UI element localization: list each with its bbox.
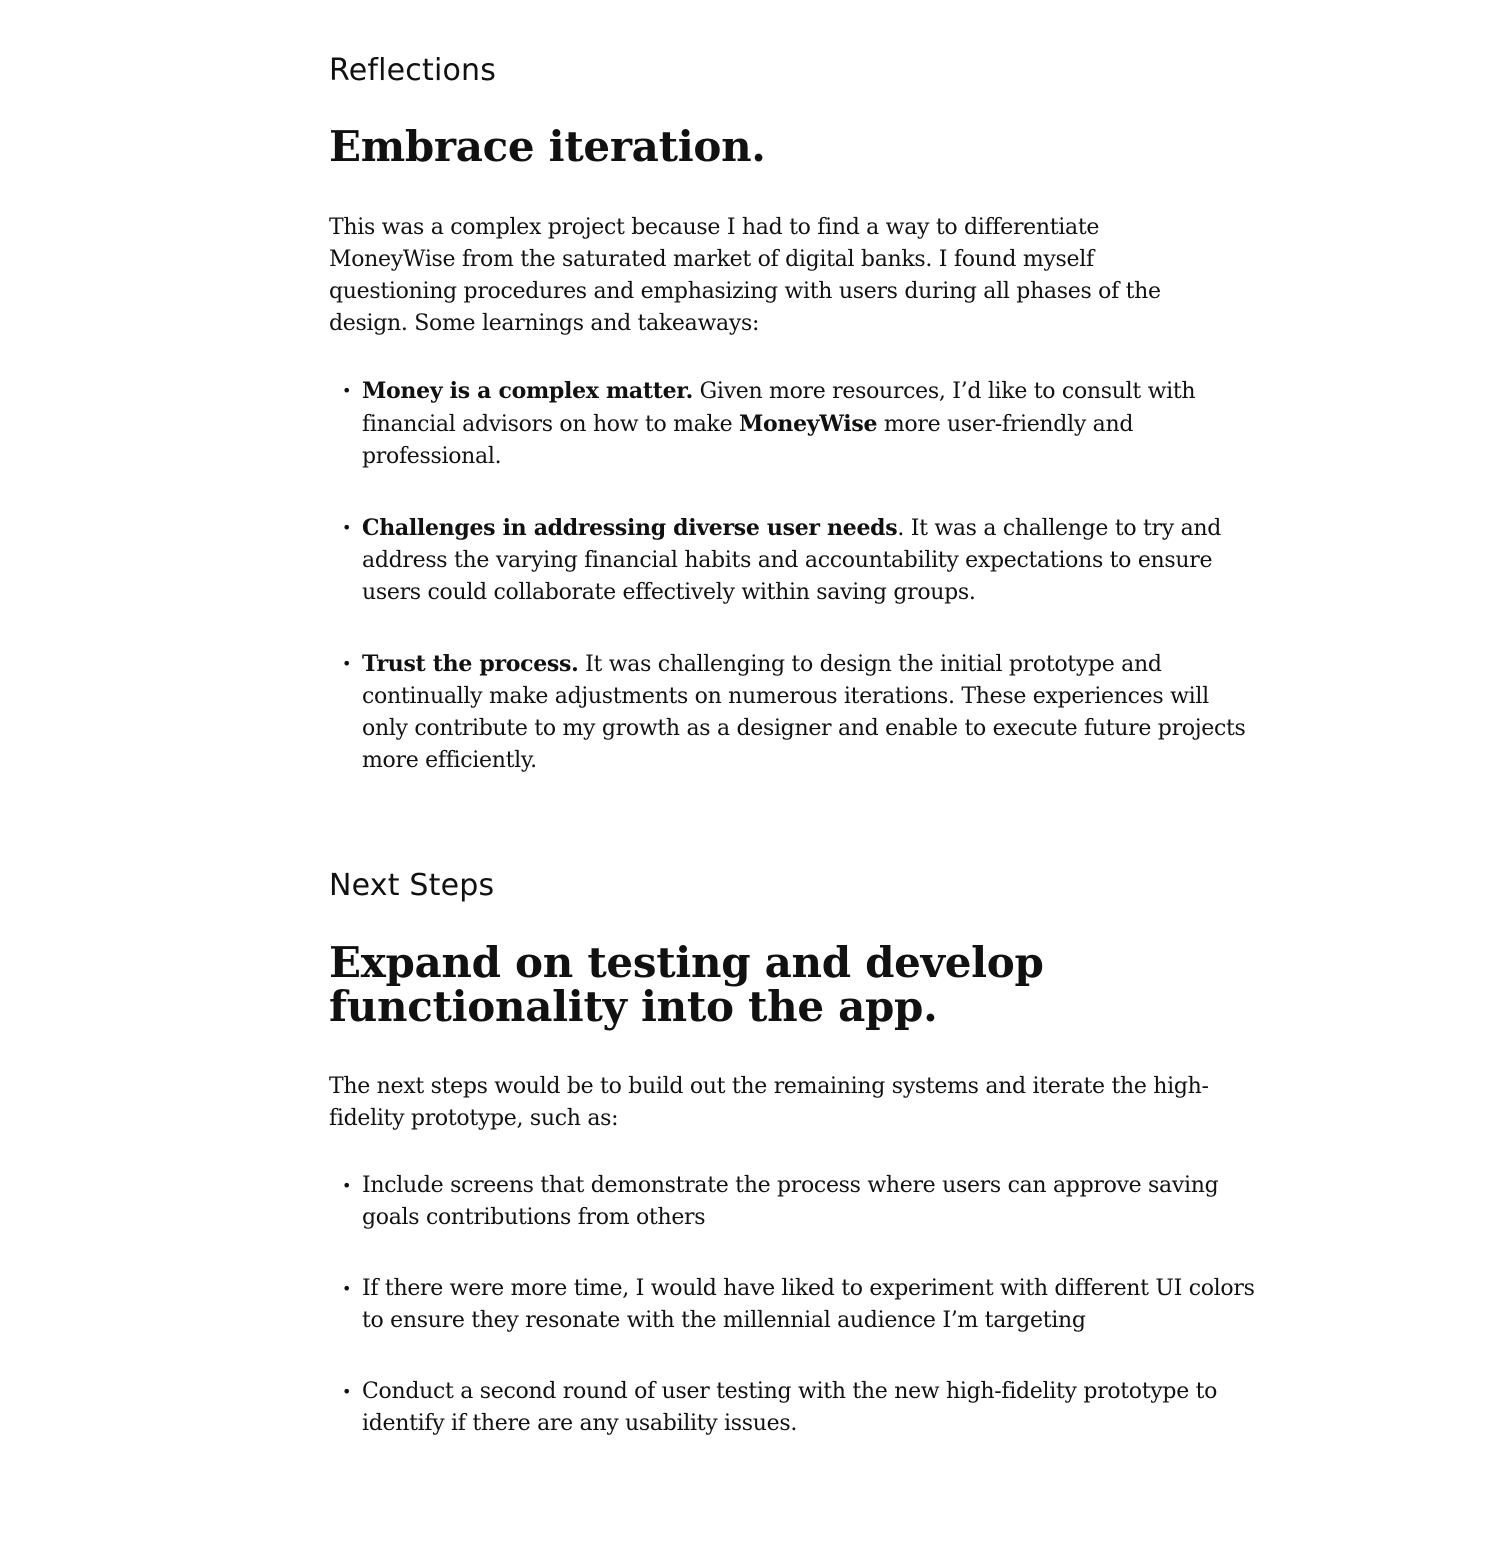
next-steps-intro-paragraph: The next steps would be to build out the remaining systems and iterate the high-fidelity prototype, such as: [329,1074,1209,1131]
next-steps-list [329,1170,1259,1479]
next-step-text: If there were more time, I would have liked to experiment with different UI colors to ensure they resonate with the millennial audience I’m targeting [362,1276,1255,1333]
list-item [329,512,1259,609]
takeaway-text: It was challenging to design the initial prototype and continually make adjustments on numerous iterations. These experiences will only contribute to my growth as a designer and enable to execute future projects more efficiently. [362,652,1246,773]
list-item [329,1170,1259,1234]
section-title-next-steps: Expand on testing and develop functionality into the app. [329,938,1044,1031]
bullet-icon: • [342,1382,352,1401]
section-title-reflections: Embrace iteration. [329,122,766,171]
takeaway-text: more user-friendly and professional. [362,412,1134,469]
list-item [329,375,1259,473]
takeaway-heading: Challenges in addressing diverse user needs [362,515,898,541]
list-item [329,648,1259,777]
bullet-icon: • [342,654,352,673]
reflections-takeaways-list [329,375,1259,816]
section-label-next-steps: Next Steps [329,868,495,903]
list-item [329,1273,1259,1337]
bullet-icon: • [342,518,352,537]
brand-name: MoneyWise [738,411,878,437]
bullet-icon: • [342,1279,352,1298]
next-step-text: Conduct a second round of user testing with the new high-fidelity prototype to identify if there are any usability issues. [362,1379,1218,1436]
bullet-icon: • [342,381,352,400]
takeaway-heading: Money is a complex matter. [362,378,693,404]
bullet-icon: • [342,1176,352,1195]
takeaway-text: . It was a challenge to try and address the varying financial habits and accountability expectations to ensure users could collaborate effectively within saving groups. [362,516,1222,605]
reflections-intro-paragraph: This was a complex project because I had to find a way to differentiate MoneyWise from the saturated market of digital banks. I found myself questioning procedures and emphasizing with users during all phases of the design. Some learnings and takeaways: [329,215,1161,336]
next-step-text: Include screens that demonstrate the process where users can approve saving goals contributions from others [362,1173,1219,1230]
list-item [329,1376,1259,1440]
takeaway-text: Given more resources, I’d like to consult with financial advisors on how to make [362,379,1196,437]
section-label-reflections: Reflections [329,53,497,88]
takeaway-heading: Trust the process. [362,651,579,677]
